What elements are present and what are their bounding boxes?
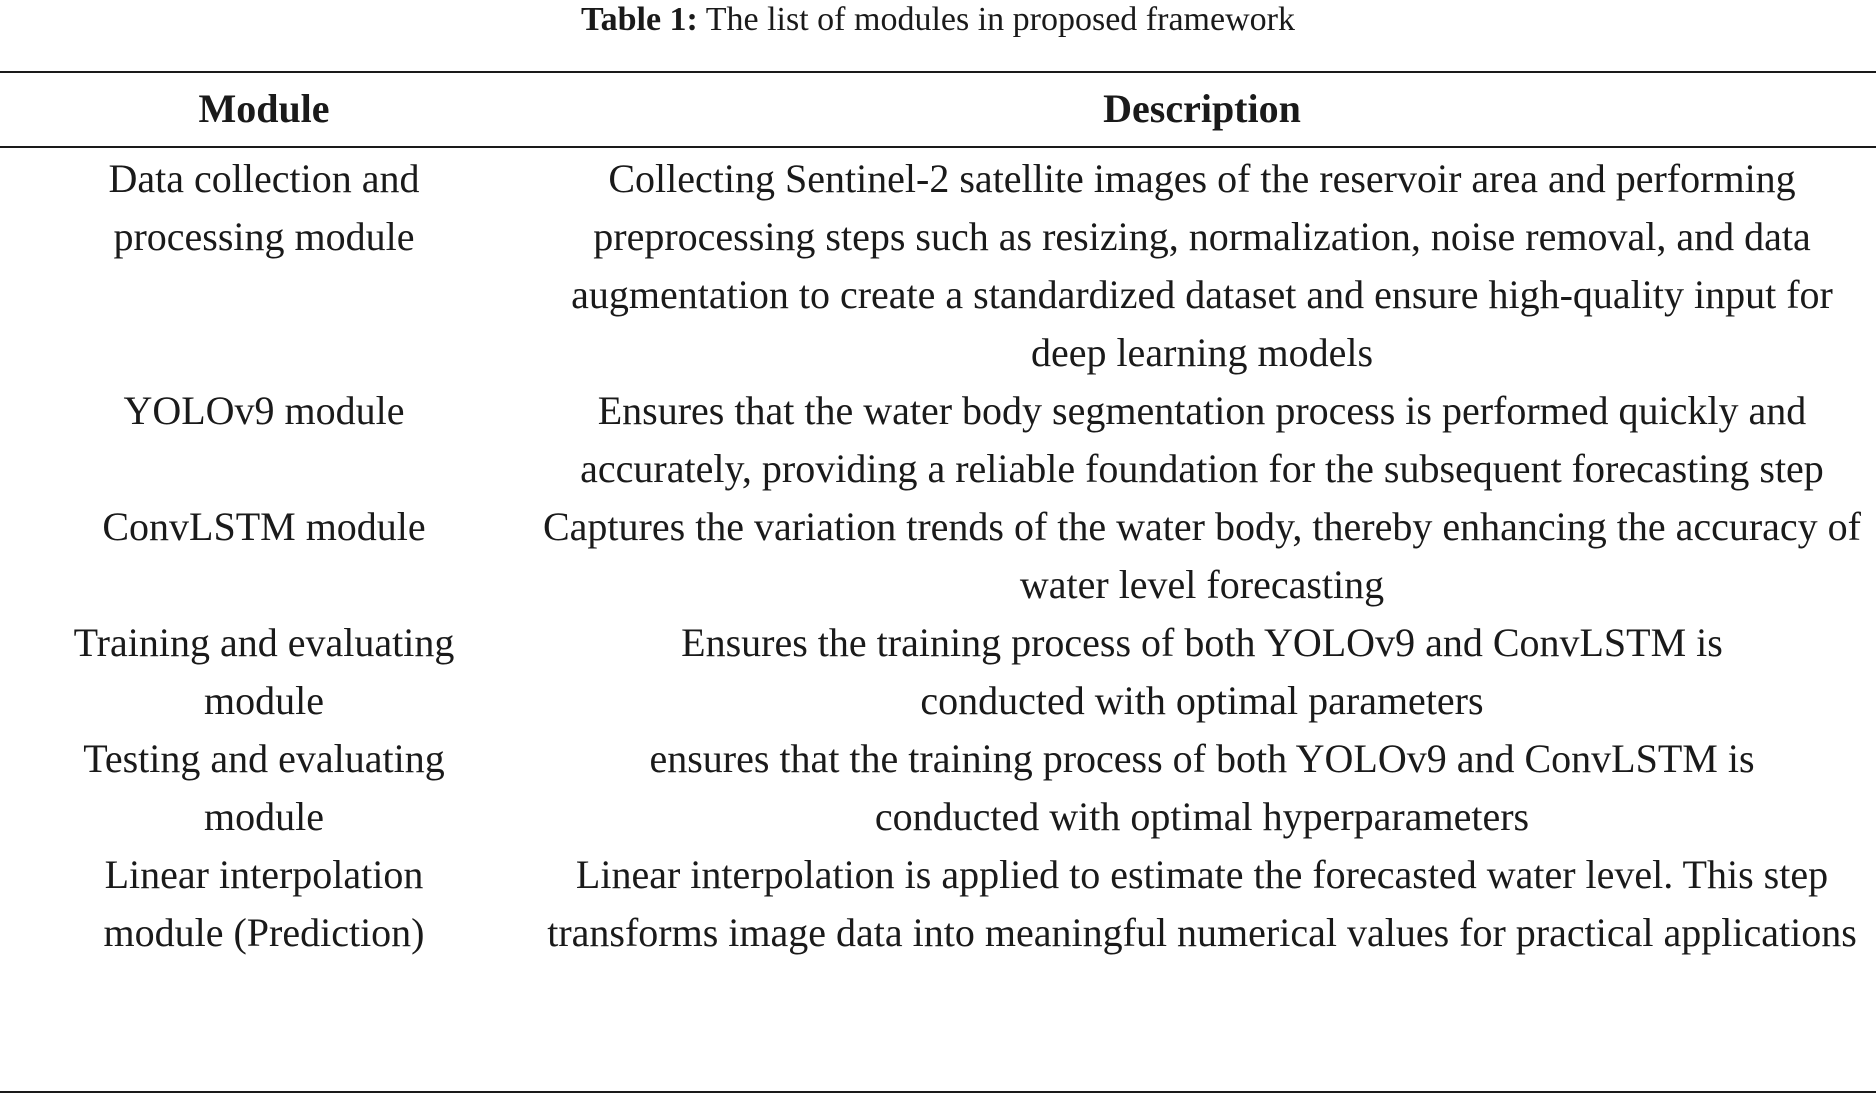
description-cell: ensures that the training process of both YOLOv9 and ConvLSTM is conducted with optimal hyperparameters — [649, 736, 1755, 839]
module-cell: YOLOv9 module — [123, 388, 405, 433]
caption-text: The list of modules in proposed framework — [697, 1, 1295, 38]
column-header-module: Module — [198, 86, 330, 131]
caption-label: Table 1: — [581, 1, 698, 38]
column-header-description: Description — [1103, 86, 1301, 131]
description-cell: Collecting Sentinel-2 satellite images of the reservoir area and performing preprocessing steps such as resizing, normalization, noise removal, and data augmentation to create a standardized dataset and ensure high-quality input for deep learning models — [571, 156, 1833, 375]
table-caption — [0, 0, 1876, 40]
module-cell: ConvLSTM module — [102, 504, 426, 549]
description-cell: Ensures that the water body segmentation process is performed quickly and accurately, providing a reliable foundation for the subsequent forecasting step — [580, 388, 1824, 491]
table-row — [0, 730, 1876, 846]
bottom-rule — [0, 1091, 1876, 1093]
table-row — [0, 498, 1876, 614]
description-cell: Ensures the training process of both YOLOv9 and ConvLSTM is conducted with optimal parameters — [681, 620, 1723, 723]
table-row — [0, 614, 1876, 730]
description-cell: Captures the variation trends of the water body, thereby enhancing the accuracy of water level forecasting — [543, 504, 1861, 607]
modules-table — [0, 72, 1876, 962]
table-row — [0, 846, 1876, 962]
module-cell: Training and evaluating module — [73, 620, 455, 723]
table-row — [0, 382, 1876, 498]
header-row — [0, 72, 1876, 146]
module-cell: Linear interpolation module (Prediction) — [103, 852, 425, 955]
description-cell: Linear interpolation is applied to estimate the forecasted water level. This step transforms image data into meaningful numerical values for practical applications — [547, 852, 1857, 955]
module-cell: Testing and evaluating module — [83, 736, 445, 839]
module-cell: Data collection and processing module — [108, 156, 420, 259]
table-row — [0, 146, 1876, 382]
